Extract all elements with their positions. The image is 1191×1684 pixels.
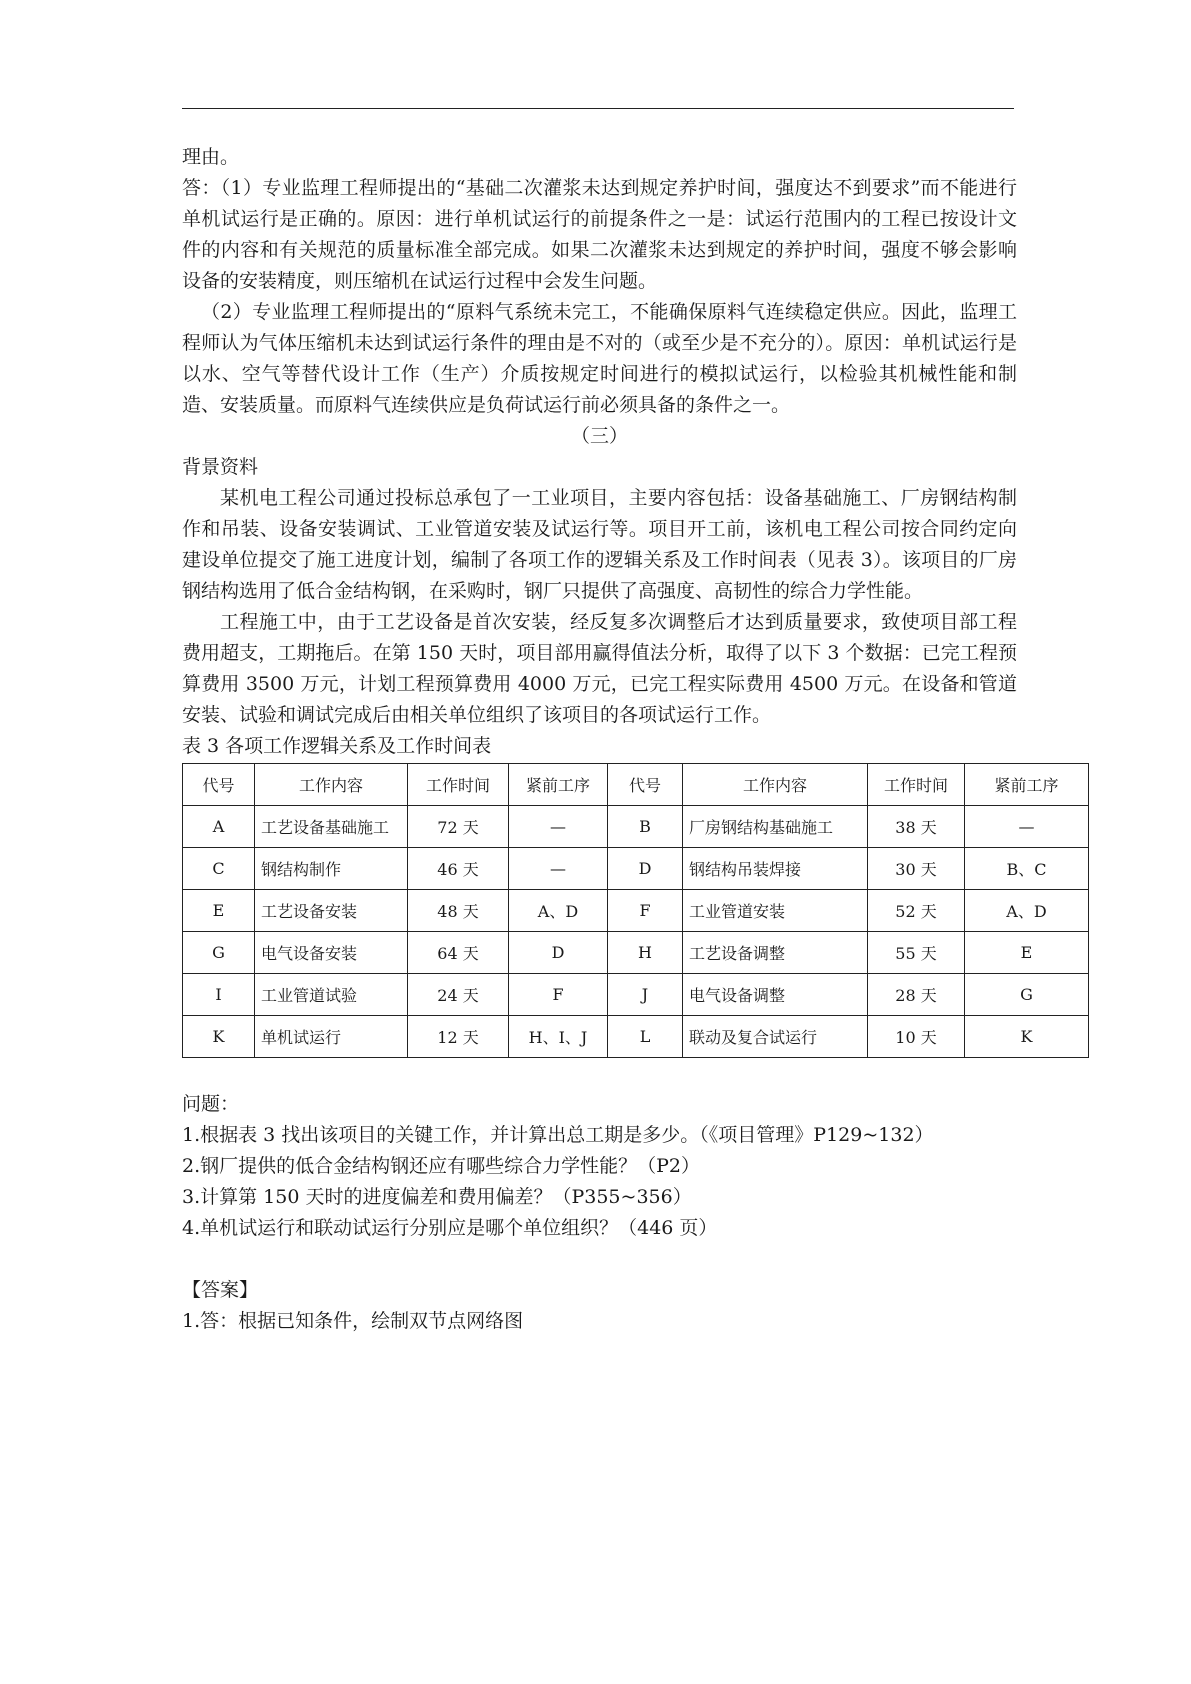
answer-2-paragraph: （2）专业监理工程师提出的“原料气系统未完工，不能确保原料气连续稳定供应。因此，监理工程师认为气体压缩机未达到试运行条件的理由是不对的（或至少是不充分的）。原因：单机试运行是以水、空气等替代设计工作（生产）介质按规定时间进行的模拟试运行，以检验其机械性能和制造、安装质量。而原料气连续供应是负荷试运行前必须具备的条件之一。 <box>182 301 1017 416</box>
cell-duration: 55 天 <box>868 932 965 974</box>
header-predecessor: 紧前工序 <box>509 764 608 806</box>
cell-duration: 10 天 <box>868 1016 965 1058</box>
background-paragraph-2: 工程施工中，由于工艺设备是首次安装，经反复多次调整后才达到质量要求，致使项目部工程费用超支，工期拖后。在第 150 天时，项目部用赢得值法分析，取得了以下 3 个数据：已完工程预算费用 3500 万元，计划工程预算费用 4000 万元，已完工程实际费用 4500 万元。在设备和管道安装、试验和调试完成后由相关单位组织了该项目的各项试运行工作。 <box>182 611 1017 726</box>
cell-code: L <box>608 1016 683 1058</box>
cell-duration: 52 天 <box>868 890 965 932</box>
cell-predecessor: E <box>965 932 1089 974</box>
background-paragraph-1: 某机电工程公司通过投标总承包了一工业项目，主要内容包括：设备基础施工、厂房钢结构制作和吊装、设备安装调试、工业管道安装及试运行等。项目开工前，该机电工程公司按合同约定向建设单位提交了施工进度计划，编制了各项工作的逻辑关系及工作时间表（见表 3）。该项目的厂房钢结构选用了低合金结构钢，在采购时，钢厂只提供了高强度、高韧性的综合力学性能。 <box>182 487 1017 602</box>
header-content: 工作内容 <box>255 764 408 806</box>
cell-duration: 24 天 <box>408 974 509 1016</box>
cell-predecessor: D <box>509 932 608 974</box>
cell-duration: 64 天 <box>408 932 509 974</box>
cell-content: 工艺设备安装 <box>255 890 408 932</box>
spacer <box>182 1058 1017 1089</box>
document-body <box>182 142 1059 1337</box>
cell-content: 联动及复合试运行 <box>683 1016 868 1058</box>
spacer <box>182 1244 1017 1275</box>
text-line: 理由。 <box>182 146 240 168</box>
cell-code: K <box>183 1016 255 1058</box>
cell-content: 工业管道试验 <box>255 974 408 1016</box>
cell-code: E <box>183 890 255 932</box>
cell-code: J <box>608 974 683 1016</box>
cell-predecessor: H、I、J <box>509 1016 608 1058</box>
cell-predecessor: A、D <box>965 890 1089 932</box>
cell-code: B <box>608 806 683 848</box>
cell-code: I <box>183 974 255 1016</box>
cell-code: D <box>608 848 683 890</box>
question-item: 1.根据表 3 找出该项目的关键工作，并计算出总工期是多少。（《项目管理》P129~132） <box>182 1124 934 1146</box>
cell-code: F <box>608 890 683 932</box>
cell-content: 钢结构制作 <box>255 848 408 890</box>
cell-duration: 28 天 <box>868 974 965 1016</box>
cell-duration: 48 天 <box>408 890 509 932</box>
table-row <box>183 1016 1089 1058</box>
cell-predecessor: — <box>509 806 608 848</box>
cell-content: 厂房钢结构基础施工 <box>683 806 868 848</box>
table-caption: 表 3 各项工作逻辑关系及工作时间表 <box>182 735 492 757</box>
answer-first-line: 1.答：根据已知条件，绘制双节点网络图 <box>182 1310 524 1332</box>
header-rule <box>182 108 1014 109</box>
cell-content: 工业管道安装 <box>683 890 868 932</box>
cell-predecessor: — <box>965 806 1089 848</box>
header-predecessor: 紧前工序 <box>965 764 1089 806</box>
cell-predecessor: G <box>965 974 1089 1016</box>
cell-code: A <box>183 806 255 848</box>
cell-predecessor: A、D <box>509 890 608 932</box>
table-row <box>183 848 1089 890</box>
table-row <box>183 932 1089 974</box>
work-schedule-table <box>182 763 1089 1058</box>
header-code: 代号 <box>183 764 255 806</box>
question-item: 4.单机试运行和联动试运行分别应是哪个单位组织？（446 页） <box>182 1217 718 1239</box>
case-heading: （三） <box>570 425 628 447</box>
question-item: 3.计算第 150 天时的进度偏差和费用偏差？（P355~356） <box>182 1186 692 1208</box>
header-content: 工作内容 <box>683 764 868 806</box>
table-row <box>183 806 1089 848</box>
cell-code: H <box>608 932 683 974</box>
header-code: 代号 <box>608 764 683 806</box>
header-duration: 工作时间 <box>868 764 965 806</box>
cell-duration: 12 天 <box>408 1016 509 1058</box>
cell-predecessor: B、C <box>965 848 1089 890</box>
cell-content: 单机试运行 <box>255 1016 408 1058</box>
question-item: 2.钢厂提供的低合金结构钢还应有哪些综合力学性能？（P2） <box>182 1155 701 1177</box>
cell-content: 钢结构吊装焊接 <box>683 848 868 890</box>
background-label: 背景资料 <box>182 456 259 478</box>
cell-duration: 72 天 <box>408 806 509 848</box>
table-row <box>183 890 1089 932</box>
answer-1-paragraph: 答：（1）专业监理工程师提出的“基础二次灌浆未达到规定养护时间，强度达不到要求”而不能进行单机试运行是正确的。原因：进行单机试运行的前提条件之一是：试运行范围内的工程已按设计文件的内容和有关规范的质量标准全部完成。如果二次灌浆未达到规定的养护时间，强度不够会影响设备的安装精度，则压缩机在试运行过程中会发生问题。 <box>182 177 1017 292</box>
questions-label: 问题： <box>182 1093 240 1115</box>
cell-duration: 46 天 <box>408 848 509 890</box>
cell-duration: 30 天 <box>868 848 965 890</box>
cell-content: 电气设备调整 <box>683 974 868 1016</box>
cell-duration: 38 天 <box>868 806 965 848</box>
cell-predecessor: — <box>509 848 608 890</box>
header-duration: 工作时间 <box>408 764 509 806</box>
cell-content: 电气设备安装 <box>255 932 408 974</box>
cell-code: G <box>183 932 255 974</box>
table-header-row <box>183 764 1089 806</box>
answer-label: 【答案】 <box>182 1279 259 1301</box>
cell-content: 工艺设备基础施工 <box>255 806 408 848</box>
table-row <box>183 974 1089 1016</box>
cell-predecessor: K <box>965 1016 1089 1058</box>
cell-content: 工艺设备调整 <box>683 932 868 974</box>
cell-code: C <box>183 848 255 890</box>
cell-predecessor: F <box>509 974 608 1016</box>
